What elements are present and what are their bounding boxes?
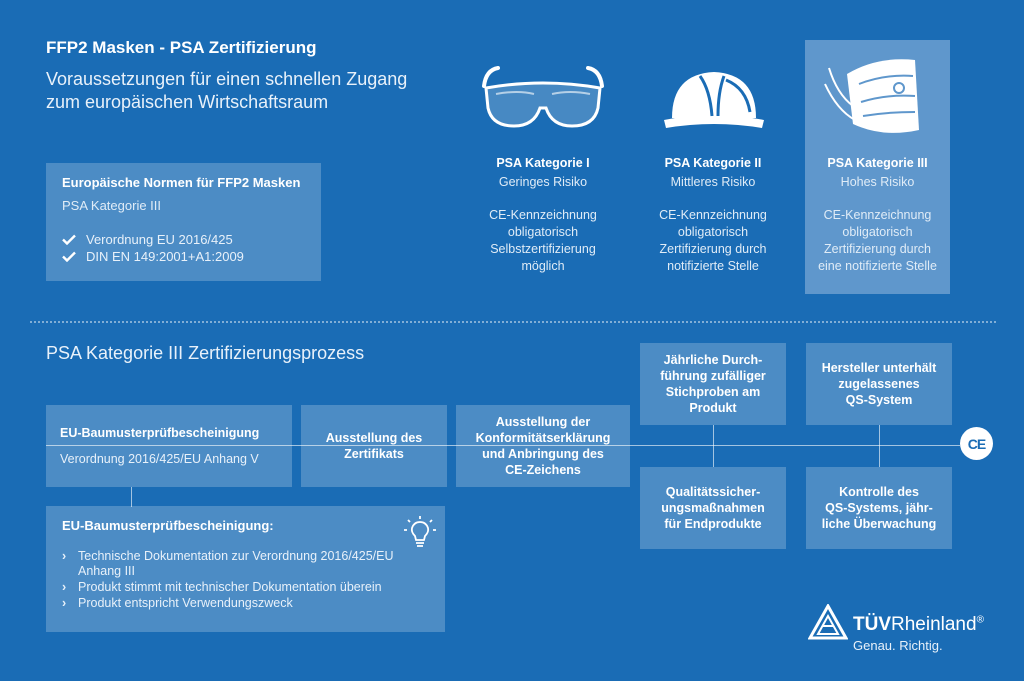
connector-line bbox=[879, 425, 880, 467]
process-title: PSA Kategorie III Zertifizierungsprozess bbox=[46, 343, 365, 363]
hard-hat-icon bbox=[662, 64, 766, 136]
lightbulb-icon bbox=[403, 516, 437, 550]
page-subtitle: Voraussetzungen für einen schnellen Zugang zum europäischen Wirtschaftsraum bbox=[46, 69, 408, 112]
examination-item: › Produkt stimmt mit technischer Dokumentation überein bbox=[62, 580, 382, 594]
connector-line bbox=[713, 425, 714, 467]
category-1: PSA Kategorie I Geringes Risiko CE-Kennzeichnung obligatorisch Selbstzertifizierung möglich bbox=[489, 156, 597, 273]
ffp2-mask-icon bbox=[823, 54, 935, 144]
step-qs-system: Hersteller unterhält zugelassenes QS-System bbox=[806, 343, 952, 425]
check-icon bbox=[62, 251, 76, 262]
category-2: PSA Kategorie II Mittleres Risiko CE-Kennzeichnung obligatorisch Zertifizierung durch notifizierte Stelle bbox=[659, 156, 767, 273]
step-quality-assurance: Qualitätssicher- ungsmaßnahmen für Endprodukte bbox=[640, 467, 786, 549]
examination-detail-panel bbox=[46, 506, 445, 632]
tuv-triangle-logo-icon bbox=[808, 604, 848, 640]
norms-title: Europäische Normen für FFP2 Masken bbox=[62, 175, 301, 190]
connector-line bbox=[131, 487, 132, 507]
examination-item: › Produkt entspricht Verwendungszweck bbox=[62, 596, 293, 610]
examination-title: EU-Baumusterprüfbescheinigung: bbox=[62, 518, 274, 533]
step-random-samples: Jährliche Durch- führung zufälliger Stichproben am Produkt bbox=[640, 343, 786, 425]
step-certificate: Ausstellung des Zertifikats bbox=[301, 405, 447, 487]
check-icon bbox=[62, 234, 76, 245]
norm-item: Verordnung EU 2016/425 bbox=[62, 231, 305, 248]
safety-glasses-icon bbox=[478, 64, 608, 134]
norms-panel bbox=[46, 163, 321, 281]
step-type-examination: EU-Baumusterprüfbescheinigung Verordnung 2016/425/EU Anhang V bbox=[46, 405, 292, 487]
norms-subtitle: PSA Kategorie III bbox=[62, 198, 162, 213]
brand-logo-text: TÜVRheinland® bbox=[853, 614, 984, 635]
page-title: FFP2 Masken - PSA Zertifizierung bbox=[46, 38, 317, 57]
chevron-right-icon: › bbox=[62, 549, 67, 563]
norm-item: DIN EN 149:2001+A1:2009 bbox=[62, 248, 305, 265]
section-divider bbox=[30, 321, 996, 323]
step-qs-monitoring: Kontrolle des QS-Systems, jähr- liche Überwachung bbox=[806, 467, 952, 549]
category-3: PSA Kategorie III Hohes Risiko CE-Kennzeichnung obligatorisch Zertifizierung durch eine notifizierte Stelle bbox=[818, 156, 937, 273]
chevron-right-icon: › bbox=[62, 580, 67, 594]
ce-mark-icon: CE bbox=[960, 427, 993, 460]
step-declaration-ce: Ausstellung der Konformitätserklärung und Anbringung des CE-Zeichens bbox=[456, 405, 630, 487]
chevron-right-icon: › bbox=[62, 596, 67, 610]
brand-tagline: Genau. Richtig. bbox=[853, 638, 943, 653]
examination-item: › Technische Dokumentation zur Verordnung 2016/425/EU Anhang III bbox=[62, 549, 394, 578]
